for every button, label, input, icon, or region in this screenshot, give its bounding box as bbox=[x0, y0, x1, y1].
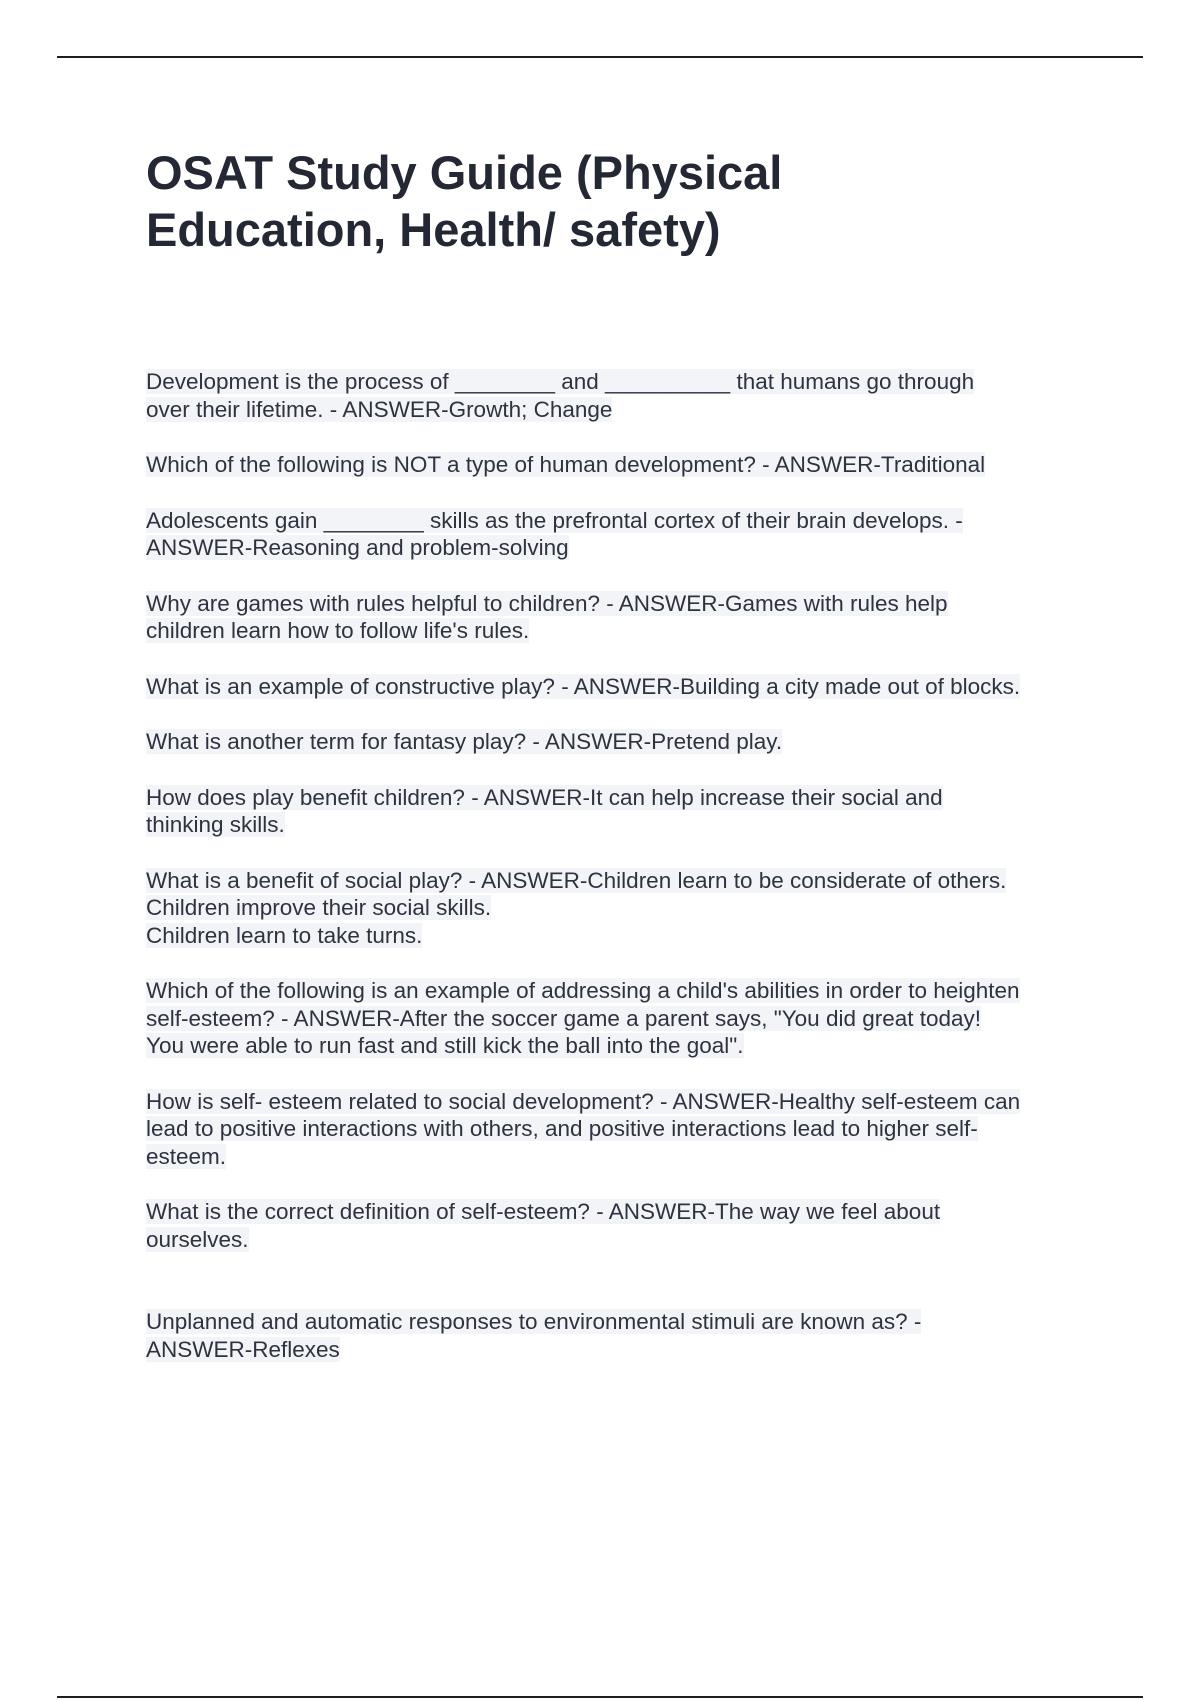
qa-text: self-esteem? - ANSWER-After the soccer game a parent says, "You did great today! bbox=[146, 1005, 982, 1031]
qa-text: ANSWER-Reasoning and problem-solving bbox=[146, 535, 569, 560]
qa-text: thinking skills. bbox=[146, 812, 285, 837]
qa-item bbox=[146, 784, 1106, 839]
qa-item bbox=[146, 977, 1106, 1060]
header-rule bbox=[57, 56, 1143, 58]
qa-item bbox=[146, 728, 1106, 756]
qa-item bbox=[146, 590, 1106, 645]
qa-item bbox=[146, 673, 1106, 701]
qa-item bbox=[146, 1088, 1106, 1171]
qa-text: How does play benefit children? - ANSWER-It can help increase their social and bbox=[146, 784, 943, 810]
page-title-line-2: Education, Health/ safety) bbox=[146, 203, 721, 256]
qa-item bbox=[146, 867, 1106, 950]
qa-text: You were able to run fast and still kick the ball into the goal". bbox=[146, 1033, 744, 1058]
qa-text: Adolescents gain ________ skills as the prefrontal cortex of their brain develops. - bbox=[146, 507, 963, 533]
qa-text: What is a benefit of social play? - ANSWER-Children learn to be considerate of others. bbox=[146, 867, 1007, 893]
qa-text: lead to positive interactions with others, and positive interactions lead to higher self- bbox=[146, 1116, 978, 1141]
qa-text: What is the correct definition of self-esteem? - ANSWER-The way we feel about bbox=[146, 1199, 941, 1224]
qa-text: Development is the process of ________ and __________ that humans go through bbox=[146, 369, 975, 394]
qa-item bbox=[146, 451, 1106, 479]
qa-text: esteem. bbox=[146, 1143, 227, 1169]
qa-text: ourselves. bbox=[146, 1226, 249, 1252]
qa-text: How is self- esteem related to social development? - ANSWER-Healthy self-esteem can bbox=[146, 1088, 1021, 1114]
qa-item bbox=[146, 1308, 1106, 1363]
footer-rule bbox=[57, 1696, 1143, 1698]
qa-text: Which of the following is an example of addressing a child's abilities in order to heighten bbox=[146, 978, 1020, 1003]
qa-text: ANSWER-Reflexes bbox=[146, 1336, 340, 1362]
qa-list bbox=[146, 368, 1106, 1391]
qa-item bbox=[146, 1198, 1106, 1253]
qa-text: Why are games with rules helpful to children? - ANSWER-Games with rules help bbox=[146, 590, 948, 616]
page-title bbox=[146, 144, 906, 258]
qa-text: What is another term for fantasy play? - ANSWER-Pretend play. bbox=[146, 729, 783, 754]
page-title-line-1: OSAT Study Guide (Physical bbox=[146, 146, 783, 199]
qa-text: children learn how to follow life's rules. bbox=[146, 618, 530, 643]
qa-item bbox=[146, 368, 1106, 423]
qa-text: over their lifetime. - ANSWER-Growth; Change bbox=[146, 396, 613, 422]
qa-text: Children improve their social skills. bbox=[146, 895, 492, 920]
qa-text: Children learn to take turns. bbox=[146, 922, 423, 948]
qa-item bbox=[146, 507, 1106, 562]
qa-text: What is an example of constructive play? - ANSWER-Building a city made out of blocks. bbox=[146, 673, 1021, 699]
qa-text: Unplanned and automatic responses to environmental stimuli are known as? - bbox=[146, 1309, 922, 1334]
qa-text: Which of the following is NOT a type of human development? - ANSWER-Traditional bbox=[146, 452, 986, 477]
